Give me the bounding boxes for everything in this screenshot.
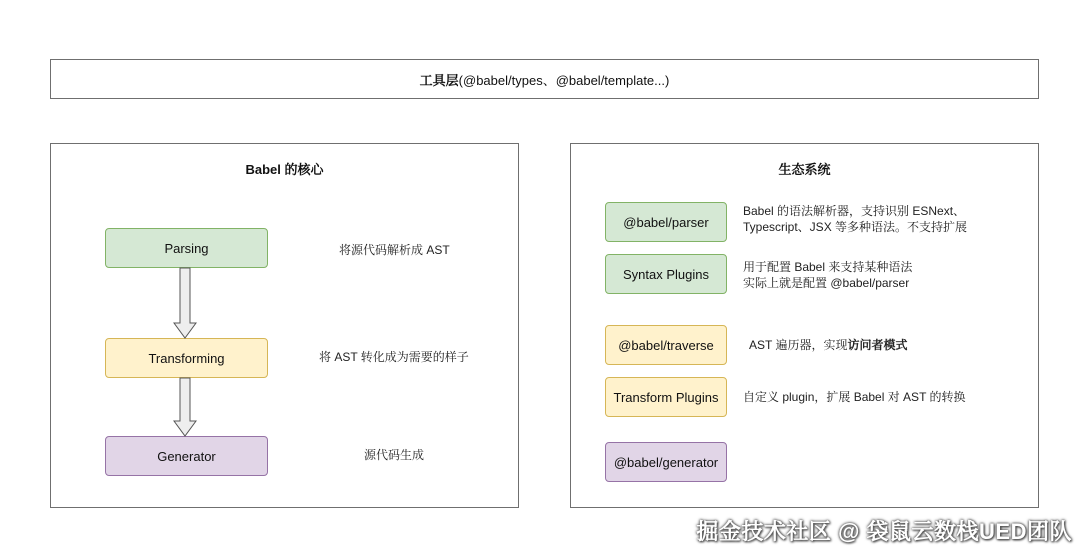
syntax-plugins-desc (743, 259, 912, 291)
babel-parser-desc-line1: Babel 的语法解析器，支持识别 ESNext、 (743, 204, 966, 218)
babel-parser-node: @babel/parser (605, 202, 727, 242)
parsing-node: Parsing (105, 228, 268, 268)
tool-layer-label-bold: 工具层 (419, 72, 459, 88)
generator-node: Generator (105, 436, 268, 476)
transforming-node: Transforming (105, 338, 268, 378)
watermark: 掘金技术社区 @ 袋鼠云数栈UED团队 (696, 519, 1072, 544)
babel-generator-node: @babel/generator (605, 442, 727, 482)
tool-layer-label-rest: (@babel/types、@babel/template...) (458, 72, 670, 88)
transform-plugins-desc: 自定义 plugin，扩展 Babel 对 AST 的转换 (743, 390, 966, 404)
babel-traverse-desc-bold: 访问者模式 (847, 338, 908, 352)
syntax-plugins-node: Syntax Plugins (605, 254, 727, 294)
arrow-parsing-to-transforming (174, 268, 196, 338)
babel-parser-desc-line2: Typescript、JSX 等多种语法。不支持扩展 (743, 220, 968, 234)
core-panel-title: Babel 的核心 (245, 162, 324, 177)
syntax-plugins-desc-line1: 用于配置 Babel 来支持某种语法 (743, 260, 913, 274)
babel-traverse-desc-prefix: AST 遍历器，实现 (749, 338, 848, 352)
transform-plugins-node: Transform Plugins (605, 377, 727, 417)
transforming-desc: 将 AST 转化成为需要的样子 (319, 350, 469, 364)
generator-desc: 源代码生成 (364, 448, 425, 462)
ecosystem-panel-title: 生态系统 (778, 162, 831, 177)
syntax-plugins-desc-line2: 实际上就是配置 @babel/parser (743, 276, 910, 290)
parsing-desc: 将源代码解析成 AST (339, 243, 450, 257)
arrow-transforming-to-generator (174, 378, 196, 436)
babel-traverse-node: @babel/traverse (605, 325, 727, 365)
babel-parser-desc (743, 203, 967, 235)
babel-traverse-desc (749, 337, 907, 353)
